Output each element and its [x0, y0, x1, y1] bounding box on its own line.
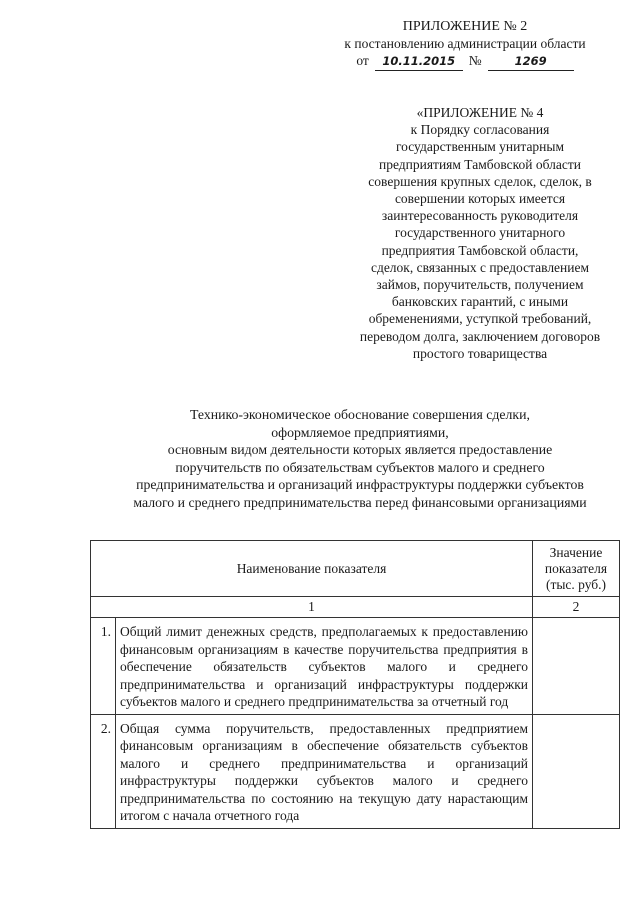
appendix-line: займов, поручительств, получением: [376, 277, 584, 293]
appendix-line: государственного унитарного: [394, 225, 566, 241]
appendix-line: заинтересованность руководителя: [381, 208, 579, 224]
row-number: 1.: [91, 618, 116, 715]
appendix-line: простого товарищества: [412, 345, 548, 361]
index-cell-2: 2: [533, 597, 620, 618]
table-index-row: [91, 597, 620, 618]
number-prefix: №: [468, 53, 482, 68]
table-row: [91, 714, 620, 828]
title-line: предпринимательства и организаций инфраструктуры поддержки субъектов: [136, 477, 584, 492]
index-cell-1: 1: [91, 597, 533, 618]
appendix-line: совершения крупных сделок, сделок, в: [368, 173, 592, 189]
appendix-line: к Порядку согласования: [410, 122, 550, 138]
row-value: [533, 618, 620, 715]
title-line: Технико-экономическое обоснование совершения сделки,: [190, 407, 530, 422]
number-value: 1269: [488, 53, 574, 71]
document-header: [300, 18, 630, 71]
date-value: 10.11.2015: [375, 53, 463, 71]
header-value-cell: Значение показателя (тыс. руб.): [533, 541, 620, 597]
appendix-line: совершении которых имеется: [394, 191, 566, 207]
appendix-line: предприятиям Тамбовской области: [378, 156, 582, 172]
title-line: малого и среднего предпринимательства перед финансовыми организациями: [133, 494, 587, 510]
appendix-line: банковских гарантий, с иными: [391, 294, 569, 310]
appendix-line: государственным унитарным: [395, 139, 565, 155]
document-title: [60, 406, 640, 511]
date-prefix: от: [356, 53, 369, 68]
header-date-line: [300, 52, 630, 71]
appendix-line: переводом долга, заключением договоров: [359, 328, 601, 344]
table-row: [91, 618, 620, 715]
row-text: Общий лимит денежных средств, предполагаемых к предоставлению финансовым организациям в качестве поручительства предприятия в обеспечение обязательств субъектов малого и среднего предпринимательства и организаций инфраструктуры поддержки субъектов малого и среднего предпринимательства за отчетный год: [116, 618, 533, 715]
title-line: поручительств по обязательствам субъектов малого и среднего: [175, 459, 545, 475]
title-line: основным видом деятельности которых является предоставление: [167, 442, 553, 457]
title-line: оформляемое предприятиями,: [271, 424, 449, 440]
appendix-line: предприятия Тамбовской области,: [381, 242, 579, 258]
row-number: 2.: [91, 714, 116, 828]
header-subtitle: к постановлению администрации области: [344, 36, 586, 51]
table-header-row: [91, 541, 620, 597]
appendix-title: «ПРИЛОЖЕНИЕ № 4: [416, 105, 544, 120]
row-value: [533, 714, 620, 828]
appendix-line: обременениями, уступкой требований,: [368, 311, 592, 327]
header-name-cell: Наименование показателя: [91, 541, 533, 597]
header-title: ПРИЛОЖЕНИЕ № 2: [402, 19, 528, 34]
row-text: Общая сумма поручительств, предоставленных предприятием финансовым организациям в обеспечение обязательств субъектов малого и среднего предпринимательства и организаций инфраструктуры поддержки субъектов малого и среднего предпринимательства по состоянию на текущую дату нарастающим итогом с начала отчетного года: [116, 714, 533, 828]
appendix-line: сделок, связанных с предоставлением: [370, 259, 590, 275]
appendix-block: [330, 104, 630, 362]
indicators-table: [90, 540, 620, 829]
